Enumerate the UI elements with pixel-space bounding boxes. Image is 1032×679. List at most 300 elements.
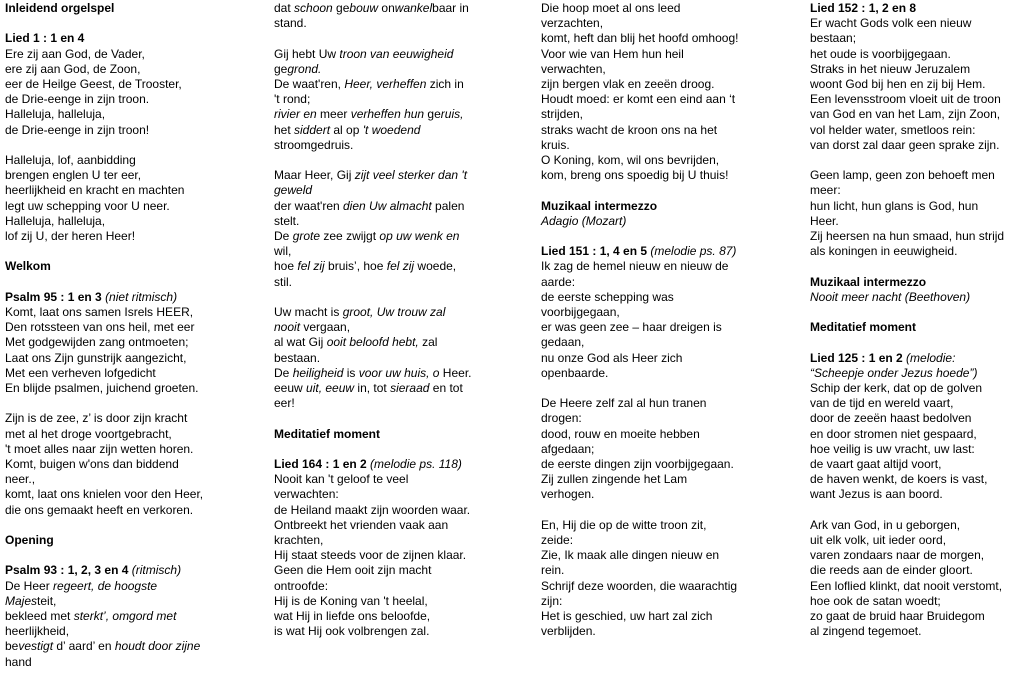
text-line (810, 366, 1032, 381)
italic-text: verheffen hun (350, 107, 425, 122)
verse-text: on (378, 1, 395, 15)
text-line (274, 366, 514, 381)
text-line (541, 199, 781, 214)
italic-text: Adagio (Mozart) (541, 213, 627, 228)
text-block (274, 427, 514, 442)
verse-text: Zij zullen zingende het Lam (541, 472, 688, 487)
verse-text: Laat ons Zijn gunstrijk aangezicht, (5, 350, 187, 365)
text-line (5, 153, 245, 168)
text-block (541, 199, 781, 229)
verse-text: komt, heft dan blij het hoofd omhoog! (541, 31, 739, 46)
text-line (5, 594, 245, 609)
verse-text: als koningen in eeuwigheid. (810, 244, 958, 259)
verse-text: Heer. (439, 365, 472, 380)
block-spacer (274, 153, 514, 168)
text-line (541, 609, 781, 624)
italic-text: voor uw huis, o (358, 365, 440, 380)
column-3 (541, 1, 781, 639)
block-spacer (810, 305, 1032, 320)
italic-text: (melodie ps. 87) (650, 244, 737, 259)
text-line (5, 366, 245, 381)
text-line (274, 259, 514, 274)
verse-text: Met een verheven lofgedicht (5, 365, 156, 380)
text-line (274, 563, 514, 578)
text-line (810, 381, 1032, 396)
text-line (810, 594, 1032, 609)
block-spacer (274, 290, 514, 305)
verse-text: heerlijkheid, (5, 624, 70, 639)
text-line (274, 275, 514, 290)
verse-text: wil, (274, 244, 292, 259)
verse-text: De (274, 229, 293, 244)
text-line (541, 457, 781, 472)
text-block (274, 168, 514, 290)
verse-text: gedaan, (541, 335, 585, 350)
verse-text: stelt. (274, 213, 300, 228)
verse-text: brengen englen U ter eer, (5, 168, 142, 183)
text-line (274, 427, 514, 442)
text-line (541, 579, 781, 594)
italic-text: “Scheepje onder Jezus hoede”) (810, 365, 978, 380)
verse-text: al wat Gij (274, 335, 327, 350)
verse-text: Halleluja, halleluja, (5, 107, 106, 122)
verse-text: Die hoop moet al ons leed (541, 1, 681, 15)
verse-text: uit elk volk, uit ieder oord, (810, 533, 947, 548)
text-line (274, 335, 514, 350)
verse-text: zee zwijgt (320, 229, 380, 244)
text-line (5, 442, 245, 457)
text-line (541, 107, 781, 122)
text-block (274, 305, 514, 411)
verse-text: legt uw schepping voor U neer. (5, 198, 170, 213)
italic-text: bouw (349, 1, 379, 15)
text-line (541, 77, 781, 92)
block-spacer (810, 259, 1032, 274)
italic-text: Nooit meer nacht (Beethoven) (810, 289, 971, 304)
block-spacer (541, 229, 781, 244)
verse-text: De Heere zelf zal al hun tranen (541, 396, 707, 411)
text-line (541, 62, 781, 77)
verse-text: vergaan, (300, 320, 351, 335)
verse-text: der waat'ren (274, 198, 343, 213)
text-line (274, 472, 514, 487)
text-block (5, 31, 245, 137)
text-line (5, 533, 245, 548)
verse-text: Komt, buigen w'ons dan biddend (5, 457, 179, 472)
text-line (810, 472, 1032, 487)
text-block (541, 1, 781, 183)
text-line (5, 47, 245, 62)
verse-text: Maar Heer, Gij (274, 168, 355, 183)
text-line (810, 77, 1032, 92)
verse-text: Ark van God, in u geborgen, (810, 517, 961, 532)
text-line (810, 62, 1032, 77)
verse-text: zal (418, 335, 438, 350)
text-line (541, 366, 781, 381)
heading-text: Lied 1 : 1 en 4 (5, 31, 85, 46)
verse-text: ge (424, 107, 441, 122)
verse-text: Uw macht is (274, 305, 343, 320)
text-block (810, 1, 1032, 153)
verse-text: En blijde psalmen, juichend groeten. (5, 381, 199, 396)
column-1 (5, 1, 245, 670)
text-block (5, 290, 245, 396)
verse-text: zich in (426, 77, 464, 91)
verse-text: vol helder water, smetloos rein: (810, 122, 976, 137)
verse-text: nu onze God als Heer zich (541, 350, 683, 365)
block-spacer (541, 381, 781, 396)
verse-text: Schip der kerk, dat op de golven (810, 381, 983, 396)
verse-text: Zij heersen na hun smaad, hun strijd (810, 229, 1005, 244)
block-spacer (5, 244, 245, 259)
verse-text: 't rond; (274, 92, 311, 107)
text-line (541, 533, 781, 548)
text-block (541, 244, 781, 381)
verse-text: zo gaat de bruid haar Bruidegom (810, 609, 985, 624)
verse-text: bestaan. (274, 350, 321, 365)
italic-text: (ritmisch) (131, 563, 182, 578)
verse-text: woont God bij hen en zij bij Hem. (810, 77, 986, 92)
verse-text: Met godgewijden zang ontmoeten; (5, 335, 189, 350)
text-line (810, 183, 1032, 198)
text-line (5, 624, 245, 639)
verse-text: afgedaan; (541, 441, 595, 456)
italic-text: vestigt (18, 639, 54, 654)
verse-text: Gij hebt Uw (274, 46, 340, 61)
italic-text: rivier en (274, 107, 317, 122)
verse-text: voorbijgegaan, (541, 305, 620, 320)
text-line (810, 457, 1032, 472)
verse-text: De (274, 365, 293, 380)
text-line (5, 107, 245, 122)
block-spacer (541, 503, 781, 518)
text-line (5, 472, 245, 487)
verse-text: Den rotssteen van ons heil, met eer (5, 320, 195, 335)
text-line (541, 290, 781, 305)
text-block (5, 1, 245, 16)
text-line (5, 487, 245, 502)
italic-text: uit, eeuw (306, 381, 355, 396)
verse-text: zijn bergen vlak en zeeën droog. (541, 77, 715, 92)
verse-text: Straks in het nieuw Jeruzalem (810, 61, 971, 76)
text-line (274, 107, 514, 122)
italic-text: heiligheid (292, 365, 344, 380)
verse-text: het oude is voorbijgegaan. (810, 46, 951, 61)
verse-text: kom, breng ons spoedig bij U thuis! (541, 168, 729, 183)
italic-text: dien Uw almacht (343, 198, 432, 213)
text-line (274, 487, 514, 502)
text-line (810, 442, 1032, 457)
italic-text: Majes (5, 593, 38, 608)
verse-text: kruis. (541, 137, 570, 152)
verse-text: strijden, (541, 107, 584, 122)
text-line (274, 320, 514, 335)
block-spacer (274, 31, 514, 46)
verse-text: Er wacht Gods volk een nieuw (810, 16, 972, 31)
verse-text: dat (274, 1, 295, 15)
verse-text: verwachten, (541, 61, 606, 76)
text-line (5, 259, 245, 274)
text-line (274, 396, 514, 411)
text-line (541, 138, 781, 153)
verse-text: Een levensstroom vloeit uit de troon (810, 92, 1001, 107)
verse-text: verhogen. (541, 487, 595, 502)
verse-text: al op (330, 122, 363, 137)
text-line (274, 305, 514, 320)
verse-text: bestaan; (810, 31, 857, 46)
text-line (274, 503, 514, 518)
text-line (541, 305, 781, 320)
text-line (5, 427, 245, 442)
italic-text: grote (292, 229, 321, 244)
block-spacer (5, 518, 245, 533)
text-line (274, 16, 514, 31)
text-line (810, 107, 1032, 122)
text-line (810, 199, 1032, 214)
verse-text: de vaart gaat altijd voort, (810, 457, 942, 472)
italic-text: siddert (294, 122, 331, 137)
text-line (541, 594, 781, 609)
verse-text: Ere zij aan God, de Vader, (5, 46, 145, 61)
text-line (541, 427, 781, 442)
italic-text: 't woedend (362, 122, 421, 137)
text-line (274, 183, 514, 198)
verse-text: En, Hij die op de witte troon zit, (541, 517, 707, 532)
verse-text: zeide: (541, 533, 574, 548)
text-line (810, 351, 1032, 366)
text-line (274, 47, 514, 62)
italic-text: fel zij (297, 259, 325, 274)
verse-text: Hij staat steeds voor de zijnen klaar. (274, 548, 467, 563)
heading-text: Inleidend orgelspel (5, 1, 115, 15)
verse-text: De Heer (5, 578, 54, 593)
text-line (274, 214, 514, 229)
text-line (810, 229, 1032, 244)
text-line (541, 351, 781, 366)
text-line (5, 290, 245, 305)
verse-text: bruis’, hoe (324, 259, 387, 274)
text-line (5, 563, 245, 578)
text-line (5, 411, 245, 426)
text-line (541, 472, 781, 487)
text-line (274, 351, 514, 366)
verse-text: d’ aard’ en (53, 639, 115, 654)
text-line (541, 548, 781, 563)
verse-text: dood, rouw en moeite hebben (541, 426, 700, 441)
verse-text: ge (332, 1, 350, 15)
text-line (810, 320, 1032, 335)
verse-text: Heer. (810, 213, 839, 228)
text-line (810, 275, 1032, 290)
italic-text: wankel (394, 1, 433, 15)
heading-text: Lied 164 : 1 en 2 (274, 457, 371, 472)
text-line (810, 548, 1032, 563)
verse-text: de eerste schepping was (541, 289, 674, 304)
verse-text: de Drie-eenge in zijn troon! (5, 122, 150, 137)
verse-text: Ik zag de hemel nieuw en nieuw de (541, 259, 729, 274)
verse-text: openbaarde. (541, 365, 609, 380)
verse-text: palen (431, 198, 465, 213)
text-line (541, 123, 781, 138)
text-line (541, 1, 781, 16)
heading-text: Psalm 93 : 1, 2, 3 en 4 (5, 563, 132, 578)
verse-text: die reeds aan de einder gloort. (810, 563, 973, 578)
block-spacer (5, 138, 245, 153)
text-block (5, 563, 245, 669)
text-line (810, 31, 1032, 46)
text-line (274, 579, 514, 594)
text-line (5, 229, 245, 244)
text-line (5, 503, 245, 518)
verse-text: komt, laat ons knielen voor den Heer, (5, 487, 204, 502)
verse-text: eer! (274, 396, 295, 411)
text-line (5, 92, 245, 107)
verse-text: want Jezus is aan boord. (810, 487, 943, 502)
block-spacer (274, 411, 514, 426)
text-line (810, 411, 1032, 426)
verse-text: Zie, Ik maak alle dingen nieuw en (541, 548, 720, 563)
block-spacer (5, 396, 245, 411)
verse-text: door de zeeën haast bedolven (810, 411, 972, 426)
text-line (810, 427, 1032, 442)
verse-text: van God en van het Lam, zijn Zoon, (810, 107, 1001, 122)
text-block (810, 518, 1032, 640)
text-line (810, 624, 1032, 639)
text-line (5, 31, 245, 46)
heading-text: Psalm 95 : 1 en 3 (5, 289, 106, 304)
verse-text: verzachten, (541, 16, 604, 31)
text-line (274, 533, 514, 548)
text-block (541, 518, 781, 640)
verse-text: Halleluja, lof, aanbidding (5, 153, 136, 167)
verse-text: Houdt moed: er komt een eind aan ‘t (541, 92, 736, 107)
text-line (541, 244, 781, 259)
text-block (5, 411, 245, 517)
text-line (274, 77, 514, 92)
verse-text: al zingend tegemoet. (810, 624, 922, 639)
verse-text: Hij is de Koning van 't heelal, (274, 593, 428, 608)
text-line (5, 123, 245, 138)
text-line (5, 457, 245, 472)
text-line (5, 655, 245, 670)
text-block (810, 320, 1032, 335)
italic-text: troon van eeuwigheid (339, 46, 454, 61)
heading-text: Opening (5, 533, 54, 548)
italic-text: groot, Uw trouw zal (342, 305, 446, 320)
text-line (810, 290, 1032, 305)
italic-text: geweld (274, 183, 313, 198)
verse-text: van dorst zal daar geen sprake zijn. (810, 137, 1000, 152)
text-line (5, 168, 245, 183)
text-line (541, 275, 781, 290)
verse-text: rein. (541, 563, 565, 578)
text-line (810, 487, 1032, 502)
verse-text: drogen: (541, 411, 582, 426)
verse-text: Het is geschied, uw hart zal zich (541, 609, 713, 624)
verse-text: Komt, laat ons samen Isrels HEER, (5, 305, 194, 319)
italic-text: sterkt’, omgord met (73, 609, 177, 624)
verse-text: hun licht, hun glans is God, hun (810, 198, 979, 213)
block-spacer (274, 442, 514, 457)
heading-text: Welkom (5, 259, 51, 274)
verse-text: heerlijkheid en kracht en machten (5, 183, 185, 198)
text-line (541, 16, 781, 31)
verse-text: wat Hij in liefde ons beloofde, (274, 609, 431, 624)
verse-text: Zijn is de zee, z’ is door zijn kracht (5, 411, 188, 426)
block-spacer (810, 503, 1032, 518)
text-line (541, 168, 781, 183)
verse-text: er was geen zee – haar dreigen is (541, 320, 722, 335)
text-line (274, 62, 514, 77)
verse-text: Halleluja, halleluja, (5, 213, 106, 228)
text-line (5, 199, 245, 214)
block-spacer (541, 183, 781, 198)
heading-text: Lied 151 : 1, 4 en 5 (541, 244, 651, 259)
verse-text: de haven wenkt, de koers is vast, (810, 472, 988, 487)
text-line (274, 381, 514, 396)
text-line (5, 77, 245, 92)
text-block (274, 47, 514, 153)
text-line (810, 47, 1032, 62)
text-line (541, 335, 781, 350)
text-line (541, 442, 781, 457)
verse-text: hoe ook de satan woedt; (810, 593, 941, 608)
verse-text: eeuw (274, 381, 307, 396)
verse-text: Een loflied klinkt, dat nooit verstomt, (810, 578, 1003, 593)
text-line (810, 609, 1032, 624)
text-line (274, 138, 514, 153)
text-line (274, 457, 514, 472)
verse-text: eer de Heilge Geest, de Trooster, (5, 77, 182, 91)
italic-text: schoon (294, 1, 333, 15)
text-line (810, 123, 1032, 138)
text-block (810, 351, 1032, 503)
verse-text: verwachten: (274, 487, 339, 502)
verse-text: bekleed met (5, 609, 74, 624)
text-line (5, 579, 245, 594)
heading-text: Lied 152 : 1, 2 en 8 (810, 1, 917, 15)
italic-text: (melodie ps. 118) (370, 457, 462, 472)
italic-text: regeert, de hoogste (53, 578, 158, 593)
verse-text: met al het droge voortgebracht, (5, 426, 172, 441)
heading-text: Lied 125 : 1 en 2 (810, 350, 907, 365)
text-line (274, 168, 514, 183)
text-line (274, 123, 514, 138)
verse-text: neer., (5, 472, 36, 487)
verse-text: het (274, 122, 295, 137)
italic-text: ooit beloofd hebt, (326, 335, 419, 350)
verse-text: be (5, 639, 19, 654)
text-block (274, 457, 514, 639)
text-line (810, 244, 1032, 259)
verse-text: is (343, 365, 359, 380)
verse-text: hand (5, 654, 32, 669)
verse-text: stand. (274, 16, 307, 31)
text-line (810, 168, 1032, 183)
verse-text: Nooit kan 't geloof te veel (274, 472, 409, 487)
text-line (541, 92, 781, 107)
verse-text: meer: (810, 183, 841, 198)
text-block (810, 275, 1032, 305)
text-line (541, 153, 781, 168)
verse-text: verblijden. (541, 624, 596, 639)
italic-text: Heer, verheffen (344, 77, 427, 91)
verse-text: baar in (432, 1, 469, 15)
verse-text: zijn: (541, 593, 563, 608)
text-line (5, 183, 245, 198)
verse-text: De waat'ren, (274, 77, 345, 91)
text-line (5, 1, 245, 16)
